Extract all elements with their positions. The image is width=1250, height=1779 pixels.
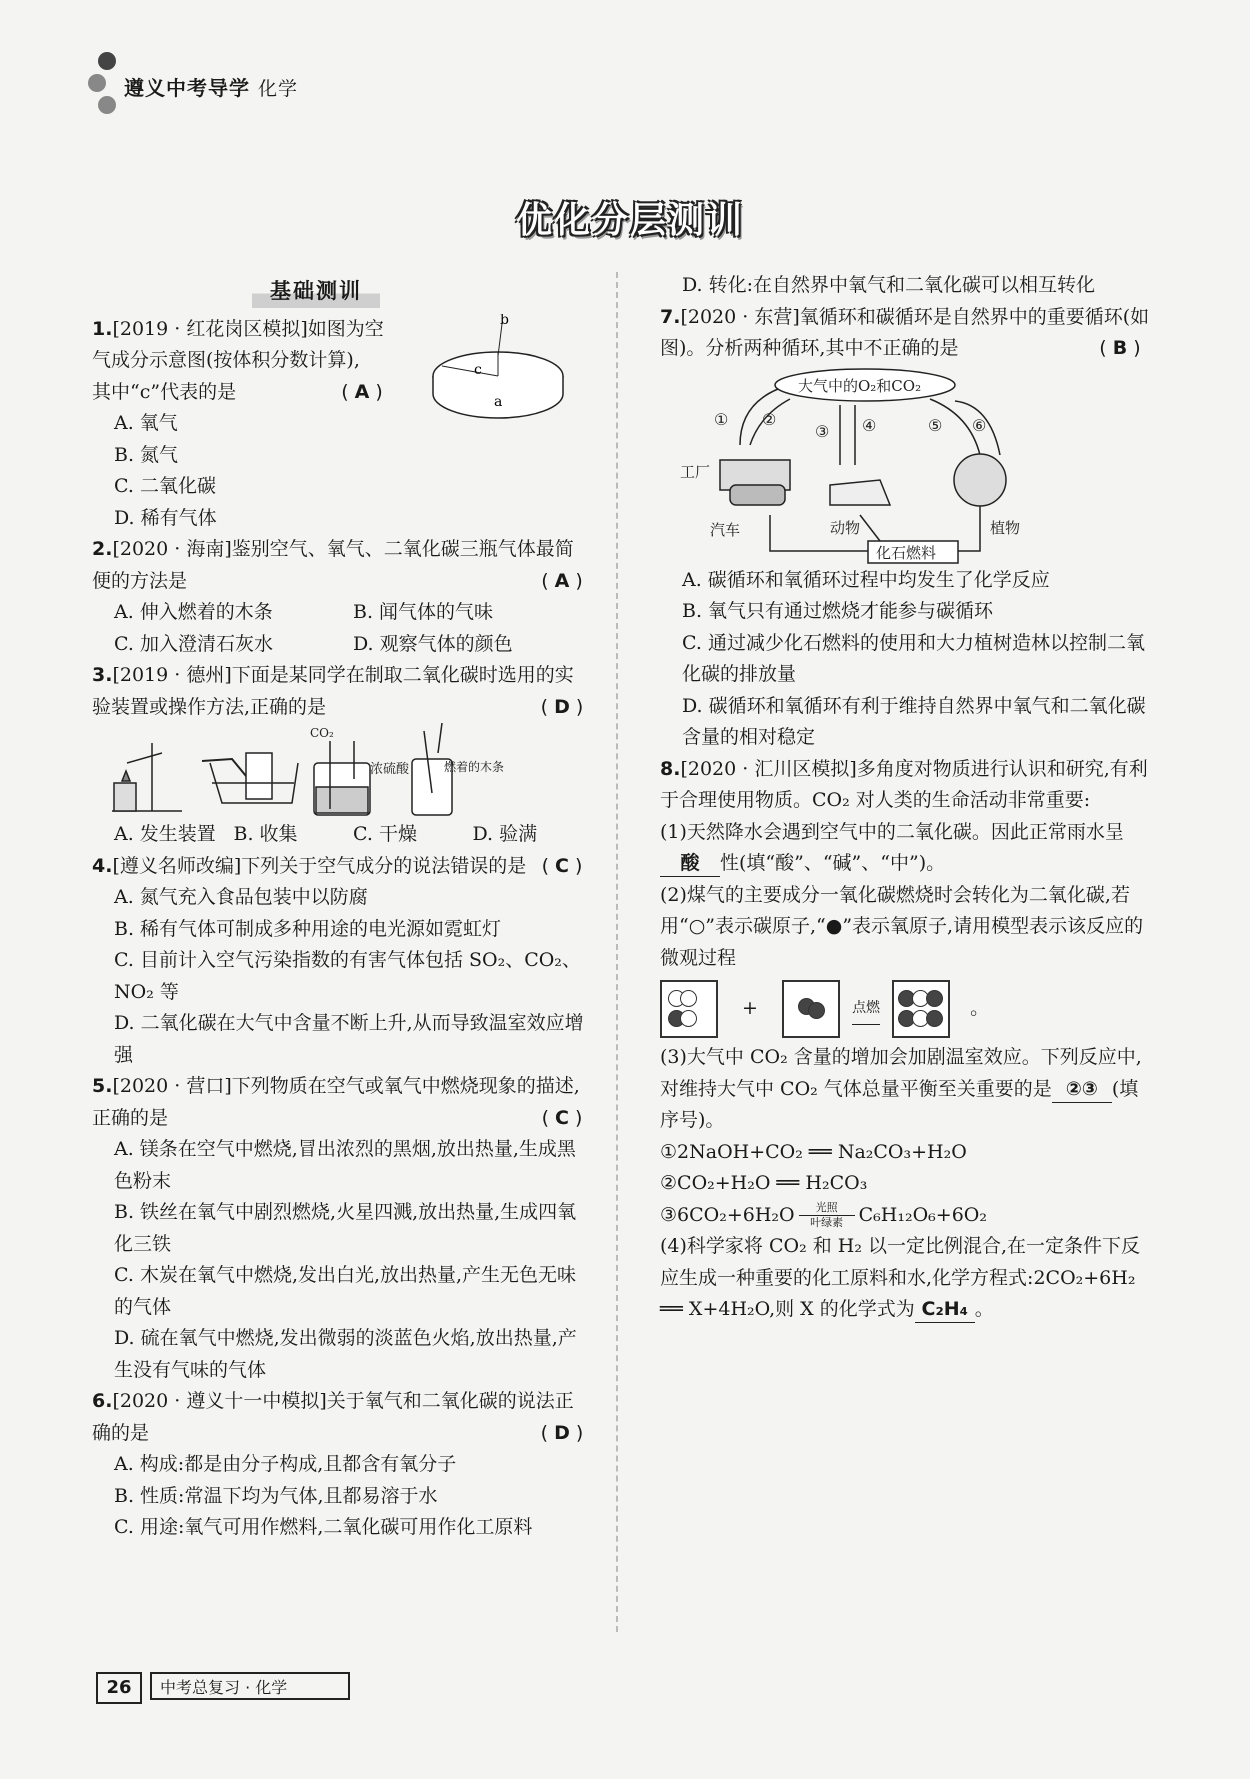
option: A. 氮气充入食品包装中以防腐: [114, 886, 368, 908]
answer-q8-1: 酸: [660, 850, 720, 877]
option: B. 收集: [233, 823, 298, 845]
arrow-label-6: ⑥: [972, 415, 987, 435]
option: D. 硫在氧气中燃烧,发出微弱的淡蓝色火焰,放出热量,产生没有气味的气体: [114, 1327, 577, 1381]
hexagon-decoration-icon: [98, 96, 116, 114]
answer-q5: ( C ): [532, 1103, 592, 1135]
pie-label-a: a: [494, 393, 503, 410]
option: D. 转化:在自然界中氧气和二氧化碳可以相互转化: [682, 274, 1096, 296]
option: A. 氧气: [114, 412, 178, 434]
arrow-label-1: ①: [714, 409, 729, 429]
arrow-label-4: ④: [862, 415, 877, 435]
arrow-label-5: ⑤: [928, 415, 943, 435]
option: B. 氮气: [114, 443, 179, 466]
question-2: 2.[2020 · 海南]鉴别空气、氧气、二氧化碳三瓶气体最简便的方法是 ( A ) A. 伸入燃着的木条 B. 闻气体的气味 C. 加入澄清石灰水 D. 观察气体的颜色: [92, 534, 592, 660]
answer-q2: ( A ): [532, 566, 592, 598]
model-cell-reactant-2: [782, 980, 840, 1038]
reaction-2: ②CO₂+H₂O ══ H₂CO₃: [660, 1172, 868, 1194]
option: D. 验满: [472, 823, 538, 845]
question-1: 1.[2019 · 红花岗区模拟]如图为空气成分示意图(按体积分数计算), 其中“c”代表的是 ( A ) a b c A. 氧气 B. 氮气 C. 二氧化碳 D. 稀有气体: [92, 314, 592, 535]
right-column: [660, 270, 1150, 1326]
answer-q6: ( D ): [532, 1418, 592, 1450]
option: C. 干燥: [353, 823, 417, 845]
answer-q4: ( C ): [532, 851, 592, 883]
micro-model: + 点燃 。: [660, 980, 1150, 1038]
air-composition-pie-figure: [428, 314, 578, 424]
option: D. 稀有气体: [114, 506, 217, 529]
question-5: 5.[2020 · 营口]下列物质在空气或氧气中燃烧现象的描述,正确的是 ( C ) A. 镁条在空气中燃烧,冒出浓烈的黑烟,放出热量,生成黑色粉末 B. 铁丝在氧气中剧烈燃烧,火星四溅,放出热量,生成四氧化三铁 C. 木炭在氧气中燃烧,发出白光,放出热量,产生无色无味的气体 D. 硫在氧气中燃烧,发出微弱的淡蓝色火焰,放出热量,产生没有气味的气体: [92, 1071, 592, 1386]
model-cell-product: [892, 980, 950, 1038]
answer-q8-3: ②③: [1052, 1076, 1112, 1103]
option: C. 通过减少化石燃料的使用和大力植树造林以控制二氧化碳的排放量: [682, 631, 1145, 685]
answer-q3: ( D ): [532, 692, 592, 724]
option: A. 镁条在空气中燃烧,冒出浓烈的黑烟,放出热量,生成黑色粉末: [114, 1138, 576, 1192]
hexagon-decoration-icon: [98, 52, 116, 70]
option: D. 二氧化碳在大气中含量不断上升,从而导致温室效应增强: [114, 1012, 584, 1066]
option: C. 木炭在氧气中燃烧,发出白光,放出热量,产生无色无味的气体: [114, 1264, 577, 1318]
option: C. 目前计入空气污染指数的有害气体包括 SO₂、CO₂、NO₂ 等: [114, 949, 581, 1003]
subject-label: 化学: [257, 78, 298, 100]
option: B. 闻气体的气味: [353, 601, 494, 623]
option: B. 稀有气体可制成多种用途的电光源如霓虹灯: [114, 917, 502, 940]
fuel-label: 化石燃料: [876, 543, 937, 562]
stick-label: 燃着的木条: [444, 760, 505, 774]
cycle-air-label: 大气中的O₂和CO₂: [798, 376, 922, 395]
footer-book-title: 中考总复习 · 化学: [150, 1672, 350, 1700]
question-3: 3.[2019 · 德州]下面是某同学在制取二氧化碳时选用的实验装置或操作方法,正确的是 ( D ) CO₂ 浓硫酸 燃着的木条 A. 发生装置 B. 收集 C. 干燥 D. 验满: [92, 660, 592, 851]
animal-label: 动物: [830, 518, 861, 537]
option: A. 构成:都是由分子构成,且都含有氧分子: [114, 1453, 457, 1475]
apparatus-figure: [92, 723, 592, 819]
pie-label-b: b: [500, 313, 509, 328]
model-cell-reactant-1: [660, 980, 718, 1038]
acid-label: 浓硫酸: [370, 762, 410, 777]
option: B. 氧气只有通过燃烧才能参与碳循环: [682, 600, 994, 622]
question-4: 4.[遵义名师改编]下列关于空气成分的说法错误的是 ( C ) A. 氮气充入食品包装中以防腐 B. 稀有气体可制成多种用途的电光源如霓虹灯 C. 目前计入空气污染指数的有害气体包括 SO₂、CO₂、NO₂ 等 D. 二氧化碳在大气中含量不断上升,从而导致温室效应增强: [92, 851, 592, 1072]
option: D. 观察气体的颜色: [353, 632, 513, 655]
plant-label: 植物: [990, 518, 1021, 537]
question-7: 7.[2020 · 东营]氧循环和碳循环是自然界中的重要循环(如图)。分析两种循环,其中不正确的是 ( B ) 大气中的O₂和CO₂ ① ② ③ ④ ⑤ ⑥ 工厂 汽车 动物 植物 化石燃料 A. 碳循环和氧循环过程中均发生了化学反应 B. 氧气只有通过燃烧才能参与碳循环 C. 通过减少化石燃料的使用和大力植树造林以控制二氧化碳的排放量 D. 碳循环和氧循环有利于维持自然界中氧气和二氧化碳含量的相对稳定: [660, 302, 1150, 754]
ignite-condition: 点燃: [852, 993, 880, 1026]
option: D. 碳循环和氧循环有利于维持自然界中氧气和二氧化碳含量的相对稳定: [682, 694, 1146, 748]
option: B. 性质:常温下均为气体,且都易溶于水: [114, 1484, 438, 1507]
answer-q1: ( A ): [332, 377, 392, 409]
factory-label: 工厂: [680, 462, 711, 481]
section-title: 基础测训: [252, 276, 380, 308]
reaction-1: ①2NaOH+CO₂ ══ Na₂CO₃+H₂O: [660, 1140, 967, 1163]
answer-q7: ( B ): [1090, 333, 1150, 365]
question-6: 6.[2020 · 遵义十一中模拟]关于氧气和二氧化碳的说法正确的是 ( D ) A. 构成:都是由分子构成,且都含有氧分子 B. 性质:常温下均为气体,且都易溶于水 C. 用途:氧气可用作燃料,二氧化碳可用作化工原料: [92, 1386, 592, 1544]
left-column: [92, 270, 592, 1544]
option: C. 用途:氧气可用作燃料,二氧化碳可用作化工原料: [114, 1516, 533, 1538]
option: A. 伸入燃着的木条: [114, 601, 273, 623]
car-label: 汽车: [710, 520, 741, 539]
brand-title: 遵义中考导学: [124, 76, 250, 100]
option: B. 铁丝在氧气中剧烈燃烧,火星四溅,放出热量,生成四氧化三铁: [114, 1201, 577, 1255]
option: C. 加入澄清石灰水: [114, 632, 273, 655]
option: C. 二氧化碳: [114, 475, 216, 497]
hexagon-decoration-icon: [88, 74, 106, 92]
answer-q8-4: C₂H₄: [915, 1296, 975, 1323]
column-divider: [616, 272, 618, 1632]
pie-label-c: c: [474, 361, 482, 378]
question-8: 8.[2020 · 汇川区模拟]多角度对物质进行认识和研究,有利于合理使用物质。CO₂ 对人类的生命活动非常重要: (1)天然降水会遇到空气中的二氧化碳。因此正常雨水呈酸 性(填“酸”、“碱”、“中”)。 (2)煤气的主要成分一氧化碳燃烧时会转化为二氧化碳,若用“○”表示碳原子,“●”表示氧原子,请用模型表示该反应的微观过程 + 点燃 。 (3)大气中 CO₂ 含量的增加会加剧温室效应。下列反应中,对维持大气中 CO₂ 气体总量平衡至关重要的是 ②③ (填序号)。 ①2NaOH+CO₂ ══ Na₂CO₃+H₂O ②CO₂+H₂O ══ H₂CO₃ ③6CO₂+6H₂O 光照 叶绿素 C₆H₁₂O₆+6O₂ (4)科学家将 CO₂ 和 H₂ 以一定比例混合,在一定条件下反应生成一种重要的化工原料和水,化学方程式:2CO₂+6H₂ ══ X+4H₂O,则 X 的化学式为 C₂H₄ 。: [660, 754, 1150, 1326]
carbon-oxygen-cycle-figure: [680, 365, 1140, 565]
page-header: [88, 52, 388, 122]
reaction-3: ③6CO₂+6H₂O 光照 叶绿素 C₆H₁₂O₆+6O₂: [660, 1201, 987, 1229]
option: A. 发生装置: [114, 823, 216, 845]
arrow-label-3: ③: [815, 421, 830, 441]
page-number: 26: [96, 1672, 142, 1704]
option: A. 碳循环和氧循环过程中均发生了化学反应: [682, 568, 1050, 591]
arrow-label-2: ②: [762, 409, 777, 429]
co2-label: CO₂: [310, 726, 334, 740]
page-banner: 优化分层测训: [515, 200, 744, 241]
